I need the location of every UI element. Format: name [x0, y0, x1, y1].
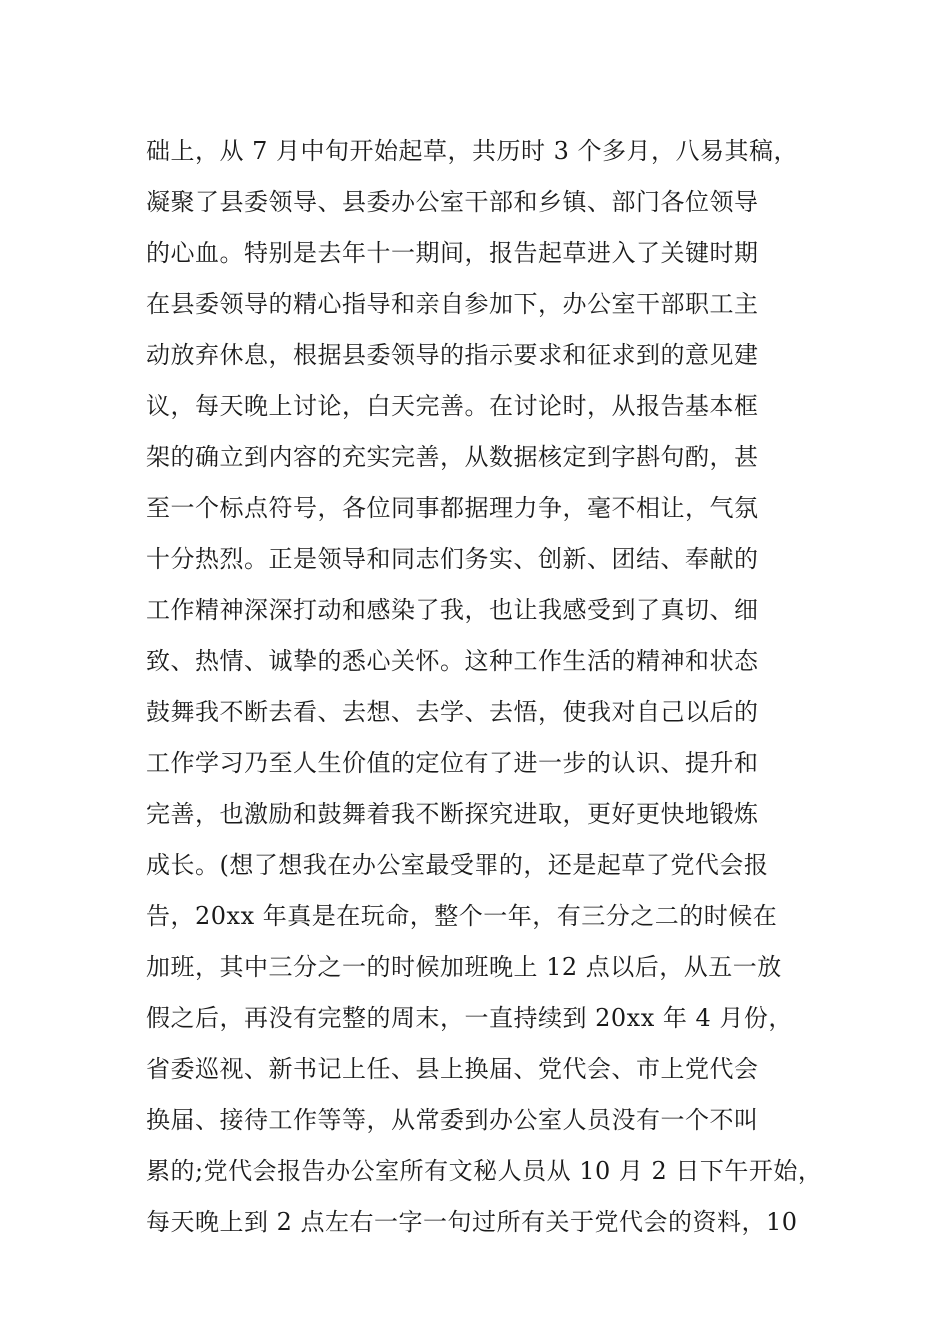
text-line: 在县委领导的精心指导和亲自参加下，办公室干部职工主: [146, 290, 759, 318]
text-line: 鼓舞我不断去看、去想、去学、去悟，使我对自己以后的: [146, 698, 759, 726]
text-line: 加班，其中三分之一的时候加班晚上 12 点以后，从五一放: [146, 953, 782, 981]
text-line: 成长。(想了想我在办公室最受罪的，还是起草了党代会报: [146, 851, 769, 879]
text-line: 完善，也激励和鼓舞着我不断探究进取，更好更快地锻炼: [146, 800, 759, 828]
text-line: 凝聚了县委领导、县委办公室干部和乡镇、部门各位领导: [146, 188, 759, 216]
text-line: 每天晚上到 2 点左右一字一句过所有关于党代会的资料，10: [146, 1208, 798, 1236]
text-line: 工作学习乃至人生价值的定位有了进一步的认识、提升和: [146, 749, 759, 777]
text-line: 动放弃休息，根据县委领导的指示要求和征求到的意见建: [146, 341, 759, 369]
text-line: 至一个标点符号，各位同事都据理力争，毫不相让，气氛: [146, 494, 759, 522]
text-line: 础上，从 7 月中旬开始起草，共历时 3 个多月，八易其稿，: [146, 137, 799, 165]
text-line: 的心血。特别是去年十一期间，报告起草进入了关键时期: [146, 239, 759, 267]
text-line: 换届、接待工作等等，从常委到办公室人员没有一个不叫: [146, 1106, 759, 1134]
text-line: 工作精神深深打动和感染了我，也让我感受到了真切、细: [146, 596, 759, 624]
text-line: 告，20xx 年真是在玩命，整个一年，有三分之二的时候在: [146, 902, 778, 930]
text-line: 假之后，再没有完整的周末，一直持续到 20xx 年 4 月份，: [146, 1004, 793, 1032]
text-line: 十分热烈。正是领导和同志们务实、创新、团结、奉献的: [146, 545, 759, 573]
text-line: 议，每天晚上讨论，白天完善。在讨论时，从报告基本框: [146, 392, 759, 420]
text-line: 省委巡视、新书记上任、县上换届、党代会、市上党代会: [146, 1055, 759, 1083]
text-line: 架的确立到内容的充实完善，从数据核定到字斟句酌，甚: [146, 443, 759, 471]
body-text: [146, 126, 836, 1248]
text-line: 累的;党代会报告办公室所有文秘人员从 10 月 2 日下午开始，: [146, 1157, 823, 1185]
text-line: 致、热情、诚挚的悉心关怀。这种工作生活的精神和状态: [146, 647, 759, 675]
